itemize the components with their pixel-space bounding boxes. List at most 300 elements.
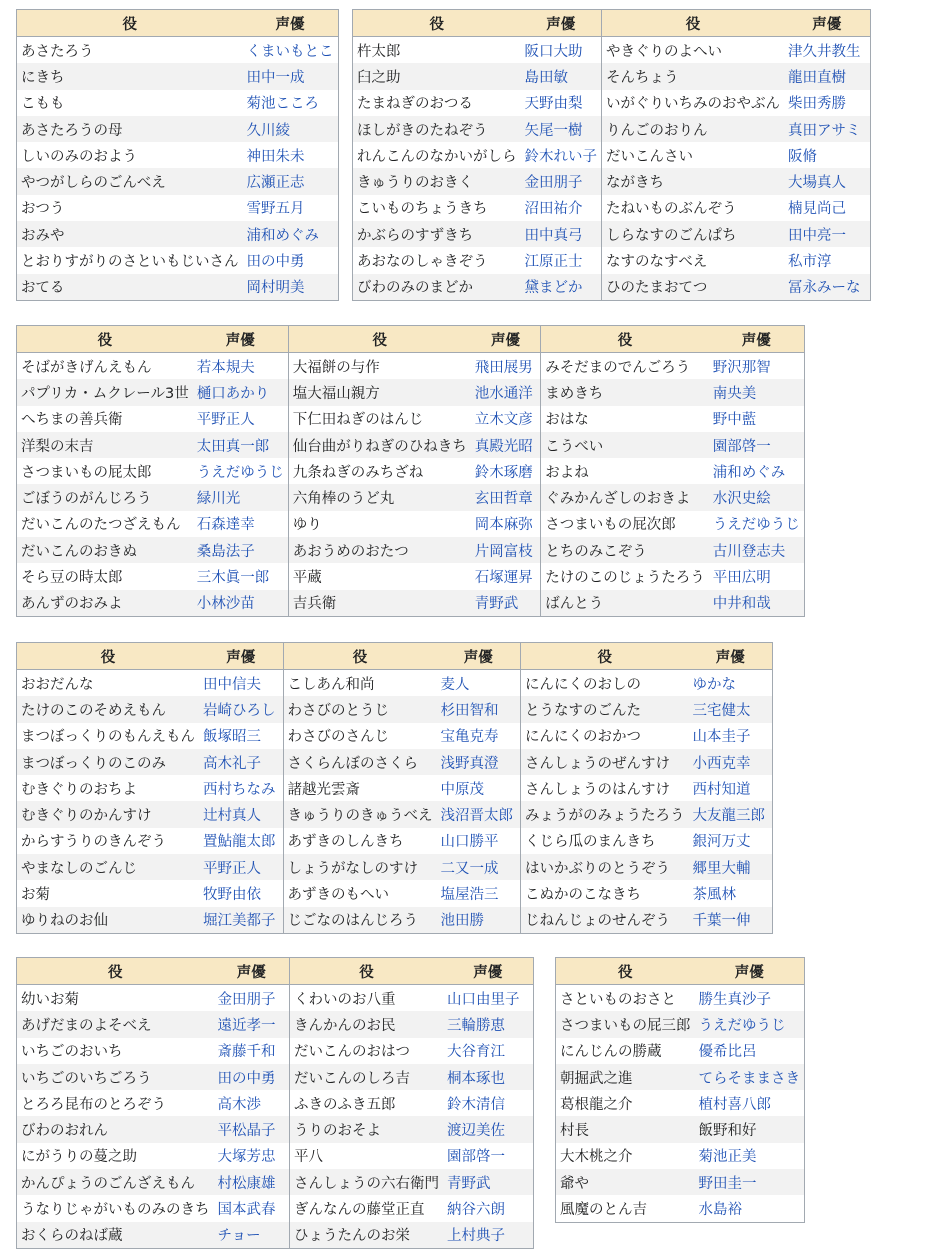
role-cell: わさびのとうじ — [283, 696, 437, 722]
role-cell: ほしがきのたねぞう — [353, 116, 521, 142]
role-column-header: 役 — [556, 958, 695, 985]
cast-table — [289, 957, 534, 1249]
table-row — [288, 458, 541, 484]
voice-actor-link[interactable]: 大塚芳忠 — [217, 1149, 276, 1166]
cast-table — [16, 957, 290, 1249]
table-row — [353, 90, 602, 116]
voice-actor-link[interactable]: 南央美 — [712, 385, 757, 402]
voice-actor-cell — [689, 670, 773, 697]
voice-actor-link[interactable]: 浦和めぐみ — [246, 227, 319, 244]
role-cell: いちごのおいち — [21, 1044, 123, 1061]
voice-actor-link[interactable]: 大友龍三郎 — [692, 808, 765, 825]
cast-table — [16, 325, 289, 617]
voice-actor-link[interactable]: 池水通洋 — [474, 385, 533, 402]
voice-actor-link[interactable]: 平田広明 — [712, 570, 771, 587]
voice-actor-link[interactable]: 水島裕 — [698, 1202, 742, 1219]
voice-actor-cell — [437, 854, 521, 880]
table-row — [17, 1222, 290, 1249]
role-cell: にがうりの蔓之助 — [21, 1149, 137, 1166]
voice-actor-link[interactable]: 桐本琢也 — [447, 1070, 505, 1087]
voice-actor-link[interactable]: 岡村明美 — [246, 280, 305, 297]
voice-actor-link[interactable]: 田中一成 — [246, 69, 305, 86]
voice-actor-cell — [709, 353, 805, 380]
voice-actor-link[interactable]: 久川綾 — [246, 122, 290, 139]
voice-actor-cell — [193, 353, 289, 380]
table-row — [353, 247, 602, 273]
voice-actor-link[interactable]: 上村典子 — [447, 1228, 505, 1245]
voice-actor-link[interactable]: 田中亮一 — [788, 227, 846, 244]
table-row — [541, 353, 805, 380]
voice-actor-link[interactable]: 三木眞一郎 — [196, 570, 270, 587]
voice-actor-cell — [243, 274, 339, 301]
voice-actor-link[interactable]: 三宅健太 — [692, 702, 751, 719]
cast-group-2 — [352, 9, 870, 301]
table-row — [602, 63, 871, 89]
role-cell: うなりじゃがいものみのきち — [21, 1202, 210, 1219]
voice-actor-link[interactable]: 浅沼晋太郎 — [440, 808, 513, 825]
voice-actor-cell — [709, 432, 805, 458]
voice-actor-link[interactable]: 菊池こころ — [246, 96, 319, 113]
role-cell: やつがしらのごんべえ — [17, 168, 243, 194]
voice-actor-link[interactable]: 茶風林 — [692, 887, 736, 904]
role-cell: 杵太郎 — [357, 43, 401, 60]
voice-actor-link[interactable]: 楠見尚己 — [788, 201, 846, 218]
header-row — [521, 643, 773, 670]
voice-actor-link[interactable]: 小林沙苗 — [196, 596, 255, 613]
table-row — [290, 1064, 534, 1090]
voice-actor-link[interactable]: 千葉一伸 — [692, 913, 751, 930]
role-cell: 仙台曲がりねぎのひねきち — [288, 432, 471, 458]
role-cell: しいのみのおよう — [21, 148, 137, 165]
voice-actor-link[interactable]: 龍田直樹 — [788, 69, 846, 86]
voice-actor-link[interactable]: 高木礼子 — [203, 755, 261, 772]
voice-actor-link[interactable]: 緑川光 — [196, 491, 241, 508]
voice-actor-link[interactable]: 山本圭子 — [692, 729, 751, 746]
voice-actor-link[interactable]: 納谷六朗 — [447, 1202, 505, 1219]
voice-actor-cell — [695, 1064, 805, 1090]
voice-actor-link[interactable]: 浅野真澄 — [440, 755, 499, 772]
table-row — [17, 1011, 290, 1037]
role-cell: むきぐりのかんすけ — [17, 801, 200, 827]
voice-actor-cell — [709, 379, 805, 405]
role-cell: みそだまのでんごろう — [545, 359, 691, 376]
voice-actor-cell — [243, 63, 339, 89]
role-cell: にんじんの勝蔵 — [560, 1044, 662, 1061]
voice-actor-cell — [214, 1195, 290, 1221]
role-cell: からすうりのきんぞう — [21, 834, 166, 851]
role-cell: こもも — [21, 96, 65, 113]
voice-actor-cell — [471, 563, 541, 589]
role-cell: とちのみこぞう — [541, 537, 709, 563]
role-cell: 吉兵衛 — [288, 590, 471, 617]
table-row — [521, 670, 773, 697]
table-row — [521, 723, 773, 749]
voice-actor-cell — [521, 195, 602, 221]
voice-actor-cell — [199, 880, 283, 906]
voice-actor-cell — [243, 247, 339, 273]
voice-actor-link[interactable]: 田中真弓 — [524, 227, 583, 244]
voice-actor-link[interactable]: 岩崎ひろし — [203, 702, 276, 719]
voice-actor-link[interactable]: 野田圭一 — [698, 1175, 757, 1192]
voice-actor-cell — [709, 537, 805, 563]
header-row — [556, 958, 805, 985]
voice-actor-link[interactable]: 真殿光昭 — [474, 438, 533, 455]
table-row — [17, 1143, 290, 1169]
table-row — [541, 406, 805, 432]
voice-actor-link[interactable]: 広瀬正志 — [246, 175, 305, 192]
table-row — [541, 590, 805, 617]
voice-actor-link[interactable]: 石森達幸 — [196, 517, 255, 534]
voice-actor-link[interactable]: 江原正士 — [524, 254, 583, 271]
voice-actor-link[interactable]: 野沢那智 — [712, 359, 771, 376]
role-cell: あずきのしんきち — [287, 834, 404, 851]
table-row — [283, 828, 521, 854]
table-row — [290, 1038, 534, 1064]
table-row — [556, 1011, 805, 1037]
voice-actor-link[interactable]: 若本規夫 — [196, 359, 255, 376]
voice-actor-cell — [784, 90, 870, 116]
table-row — [17, 1090, 290, 1116]
voice-actor-link[interactable]: チョー — [217, 1228, 261, 1245]
voice-actor-link[interactable]: 小西克幸 — [692, 755, 751, 772]
role-column-header: 役 — [288, 326, 471, 353]
table-row — [17, 406, 289, 432]
table-row — [602, 274, 871, 301]
role-cell: 諸越光雲斎 — [287, 781, 360, 798]
voice-actor-link[interactable]: 沼田祐介 — [524, 201, 583, 218]
cast-group-1 — [16, 9, 338, 301]
voice-actor-link[interactable]: 金田朋子 — [217, 991, 276, 1008]
role-cell: さつまいもの屁太郎 — [21, 464, 152, 481]
voice-actor-link[interactable]: 堀江美都子 — [203, 913, 276, 930]
voice-actor-cell — [193, 484, 289, 510]
voice-actor-link[interactable]: 柴田秀勝 — [788, 96, 846, 113]
table-row — [541, 537, 805, 563]
role-column-header: 役 — [17, 10, 243, 37]
table-row — [556, 1116, 805, 1142]
table-row — [17, 511, 289, 537]
voice-actor-link[interactable]: 青野武 — [474, 596, 519, 613]
cast-group-5 — [16, 957, 533, 1249]
voice-actor-link[interactable]: 津久井教生 — [788, 43, 861, 60]
voice-actor-link[interactable]: 田の中勇 — [246, 254, 305, 271]
voice-actor-link[interactable]: 平野正人 — [203, 860, 261, 877]
table-row — [288, 563, 541, 589]
table-row — [283, 775, 521, 801]
voice-actor-link[interactable]: 田の中勇 — [217, 1070, 276, 1087]
voice-actor-link[interactable]: 私市淳 — [788, 254, 832, 271]
table-row — [288, 406, 541, 432]
role-cell: 風魔のとん吉 — [560, 1202, 647, 1219]
role-cell: ながきち — [602, 168, 785, 194]
table-row — [602, 116, 871, 142]
table-row — [521, 880, 773, 906]
voice-actor-link[interactable]: 片岡富枝 — [474, 543, 533, 560]
voice-actor-link[interactable]: 麦人 — [440, 676, 470, 693]
voice-actor-link[interactable]: 田中信夫 — [203, 676, 261, 693]
cast-table — [16, 642, 284, 934]
voice-actor-cell — [521, 274, 602, 301]
role-cell: 九条ねぎのみちざね — [292, 464, 424, 481]
voice-actor-cell — [214, 1143, 290, 1169]
voice-actor-link[interactable]: うえだゆうじ — [698, 1017, 786, 1034]
voice-actor-link[interactable]: 郷里大輔 — [692, 860, 751, 877]
role-cell: いちごのいちごろう — [17, 1064, 214, 1090]
voice-actor-link[interactable]: 岡本麻弥 — [474, 517, 533, 534]
table-row — [288, 590, 541, 617]
table-row — [353, 37, 602, 64]
table-row — [290, 1011, 534, 1037]
voice-actor-link[interactable]: 国本武春 — [217, 1202, 276, 1219]
voice-actor-cell — [193, 458, 289, 484]
voice-actor-link[interactable]: 西村ちなみ — [203, 781, 276, 798]
table-row — [288, 379, 541, 405]
voice-actor-link[interactable]: 勝生真沙子 — [698, 991, 771, 1008]
voice-actor-cell — [709, 563, 805, 589]
role-column-header: 役 — [17, 326, 193, 353]
table-row — [556, 1090, 805, 1116]
voice-actor-column-header: 声優 — [709, 326, 805, 353]
voice-actor-cell — [193, 511, 289, 537]
voice-actor-link[interactable]: 遠近孝一 — [217, 1017, 276, 1034]
voice-actor-link[interactable]: 園部啓一 — [712, 438, 771, 455]
table-row — [17, 723, 284, 749]
voice-actor-link[interactable]: うえだゆうじ — [712, 517, 800, 534]
role-cell: にきち — [17, 63, 243, 89]
role-cell: ぎんなんの藤堂正直 — [294, 1202, 425, 1219]
cast-table — [555, 957, 805, 1223]
voice-actor-cell — [437, 696, 521, 722]
table-row — [17, 880, 284, 906]
role-cell: こしあん和尚 — [287, 676, 375, 693]
table-row — [283, 670, 521, 697]
voice-actor-link[interactable]: 大場真人 — [788, 175, 846, 192]
role-cell: あんずのおみよ — [17, 590, 193, 617]
voice-actor-link[interactable]: 立木文彦 — [474, 412, 533, 429]
voice-actor-link[interactable]: 山口由里子 — [447, 991, 520, 1008]
voice-actor-cell — [214, 1038, 290, 1064]
voice-actor-link[interactable]: 水沢史絵 — [712, 491, 771, 508]
table-row — [290, 1090, 534, 1116]
voice-actor-link[interactable]: 高木渉 — [217, 1096, 261, 1113]
voice-actor-link[interactable]: 矢尾一樹 — [524, 122, 583, 139]
cast-table — [283, 642, 522, 934]
voice-actor-link[interactable]: 塩屋浩三 — [440, 887, 499, 904]
header-row — [288, 326, 541, 353]
voice-actor-link[interactable]: 植村喜八郎 — [698, 1096, 771, 1113]
voice-actor-column-header: 声優 — [695, 958, 805, 985]
voice-actor-link[interactable]: 島田敏 — [524, 69, 568, 86]
voice-actor-cell — [471, 511, 541, 537]
voice-actor-cell — [214, 1064, 290, 1090]
role-cell: 爺や — [556, 1169, 695, 1195]
voice-actor-cell — [443, 985, 533, 1012]
voice-actor-cell — [784, 37, 870, 64]
voice-actor-cell — [199, 723, 283, 749]
table-row — [17, 195, 339, 221]
role-cell: だいこんさい — [606, 148, 693, 165]
role-cell: やまなしのごんじ — [17, 854, 200, 880]
voice-actor-link[interactable]: 阪脩 — [788, 148, 817, 165]
role-cell: 大木桃之介 — [560, 1149, 633, 1166]
voice-actor-link[interactable]: 石塚運昇 — [474, 570, 533, 587]
voice-actor-link[interactable]: 杉田智和 — [440, 702, 499, 719]
role-cell: あおなのしゃきぞう — [357, 254, 488, 271]
voice-actor-link[interactable]: 桑島法子 — [196, 543, 255, 560]
voice-actor-cell — [521, 63, 602, 89]
voice-actor-link[interactable]: 古川登志夫 — [712, 543, 786, 560]
voice-actor-cell — [437, 775, 521, 801]
voice-actor-link[interactable]: 園部啓一 — [447, 1149, 505, 1166]
voice-actor-cell — [437, 723, 521, 749]
table-row — [17, 116, 339, 142]
role-cell: こぬかのこなきち — [525, 887, 641, 904]
voice-actor-link[interactable]: 平野正人 — [196, 412, 255, 429]
table-row — [283, 801, 521, 827]
cast-table — [16, 9, 339, 301]
voice-actor-link[interactable]: 神田朱未 — [246, 148, 305, 165]
table-row — [17, 90, 339, 116]
cast-table — [520, 642, 773, 934]
voice-actor-link[interactable]: 村松康雄 — [217, 1175, 276, 1192]
voice-actor-link[interactable]: 浦和めぐみ — [712, 464, 786, 481]
voice-actor-cell — [695, 1090, 805, 1116]
voice-actor-link[interactable]: 二又一成 — [440, 860, 499, 877]
voice-actor-link[interactable]: 太田真一郎 — [196, 438, 270, 455]
table-row — [602, 168, 871, 194]
table-row — [17, 221, 339, 247]
voice-actor-link[interactable]: 金田朋子 — [524, 175, 583, 192]
voice-actor-link[interactable]: 優希比呂 — [698, 1044, 757, 1061]
role-cell: さつまいもの屁三郎 — [556, 1011, 695, 1037]
role-cell: とうなすのごんた — [521, 696, 689, 722]
voice-actor-cell — [471, 537, 541, 563]
voice-actor-link[interactable]: 宝亀克寿 — [440, 729, 499, 746]
table-row — [17, 1169, 290, 1195]
role-column-header: 役 — [17, 958, 214, 985]
table-row — [283, 907, 521, 934]
voice-actor-link[interactable]: 飛田展男 — [474, 359, 533, 376]
voice-actor-link[interactable]: くまいもとこ — [246, 43, 334, 60]
table-row — [288, 432, 541, 458]
voice-actor-cell — [443, 1090, 533, 1116]
voice-actor-link[interactable]: 西村知道 — [692, 781, 751, 798]
table-row — [541, 563, 805, 589]
voice-actor-link[interactable]: 玄田哲章 — [474, 491, 533, 508]
table-row — [17, 563, 289, 589]
voice-actor-cell — [437, 828, 521, 854]
voice-actor-link[interactable]: 野中藍 — [712, 412, 757, 429]
table-row — [290, 1169, 534, 1195]
voice-actor-cell — [214, 1169, 290, 1195]
voice-actor-link[interactable]: 中原茂 — [440, 781, 484, 798]
voice-actor-link[interactable]: 青野武 — [447, 1175, 491, 1192]
role-cell: さんしょうのはんすけ — [525, 781, 670, 798]
voice-actor-link[interactable]: 菊池正美 — [698, 1149, 757, 1166]
voice-actor-cell — [695, 1011, 805, 1037]
role-cell: いがぐりいちみのおやぶん — [606, 96, 780, 113]
voice-actor-link[interactable]: 鈴木琢磨 — [474, 464, 533, 481]
voice-actor-link[interactable]: 黛まどか — [524, 280, 583, 297]
table-row — [521, 696, 773, 722]
table-row — [17, 854, 284, 880]
table-row — [17, 1195, 290, 1221]
voice-actor-link[interactable]: 三輪勝恵 — [447, 1017, 505, 1034]
voice-actor-cell — [199, 854, 283, 880]
voice-actor-link[interactable]: 銀河万丈 — [692, 834, 751, 851]
voice-actor-link[interactable]: 平松晶子 — [217, 1123, 276, 1140]
voice-actor-link[interactable]: 山口勝平 — [440, 834, 499, 851]
role-cell: おはな — [545, 412, 589, 429]
table-row — [17, 1064, 290, 1090]
voice-actor-link[interactable]: 池田勝 — [440, 913, 484, 930]
table-row — [602, 37, 871, 64]
voice-actor-link[interactable]: 阪口大助 — [524, 43, 583, 60]
voice-actor-cell — [784, 195, 870, 221]
voice-actor-link[interactable]: うえだゆうじ — [196, 464, 284, 481]
voice-actor-cell — [437, 880, 521, 906]
role-cell: へちまの善兵衛 — [21, 412, 123, 429]
role-column-header: 役 — [541, 326, 709, 353]
voice-actor-link[interactable]: 天野由梨 — [524, 96, 583, 113]
voice-actor-link[interactable]: 鈴木清信 — [447, 1096, 505, 1113]
table-row — [521, 854, 773, 880]
voice-actor-link[interactable]: 中井和哉 — [712, 596, 771, 613]
voice-actor-link[interactable]: 辻村真人 — [203, 808, 261, 825]
cast-table — [352, 9, 602, 301]
voice-actor-link[interactable]: てらそままさき — [698, 1070, 800, 1087]
voice-actor-link[interactable]: 置鮎龍太郎 — [203, 834, 276, 851]
role-cell: 朝掘武之進 — [556, 1064, 695, 1090]
table-row — [17, 274, 339, 301]
role-cell: まつぼっくりのもんえもん — [21, 729, 195, 746]
table-row — [353, 142, 602, 168]
voice-actor-link[interactable]: 飯塚昭三 — [203, 729, 261, 746]
table-row — [541, 484, 805, 510]
voice-actor-link[interactable]: 樋口あかり — [196, 385, 270, 402]
voice-actor-link[interactable]: 鈴木れい子 — [524, 148, 597, 165]
role-cell: さんしょうの六右衛門 — [290, 1169, 444, 1195]
table-row — [17, 1038, 290, 1064]
role-cell: お菊 — [21, 887, 50, 904]
voice-actor-cell — [437, 670, 521, 697]
cast-group-6 — [555, 957, 804, 1223]
role-cell: あげだまのよそべえ — [17, 1011, 214, 1037]
voice-actor-cell — [521, 37, 602, 64]
voice-actor-link[interactable]: 牧野由依 — [203, 887, 261, 904]
voice-actor-link[interactable]: 真田アサミ — [788, 122, 861, 139]
role-cell: さといものおさと — [560, 991, 676, 1008]
voice-actor-link[interactable]: 斎藤千和 — [217, 1044, 276, 1061]
voice-actor-column-header: 声優 — [243, 10, 339, 37]
table-row — [288, 484, 541, 510]
role-cell: びわのみのまどか — [353, 274, 521, 301]
table-row — [288, 511, 541, 537]
voice-actor-cell — [199, 907, 283, 934]
voice-actor-link[interactable]: 渡辺美佐 — [447, 1123, 505, 1140]
voice-actor-link[interactable]: 冨永みーな — [788, 280, 861, 297]
table-row — [283, 749, 521, 775]
table-row — [17, 484, 289, 510]
voice-actor-link[interactable]: 雪野五月 — [246, 201, 305, 218]
voice-actor-link[interactable]: 大谷育江 — [447, 1044, 505, 1061]
role-cell: きゅうりのきゅうべえ — [283, 801, 437, 827]
voice-actor-link[interactable]: ゆかな — [692, 676, 736, 693]
voice-actor-column-header: 声優 — [214, 958, 290, 985]
role-cell: はいかぶりのとうぞう — [521, 854, 689, 880]
voice-actor-cell — [243, 142, 339, 168]
voice-actor-cell — [199, 775, 283, 801]
